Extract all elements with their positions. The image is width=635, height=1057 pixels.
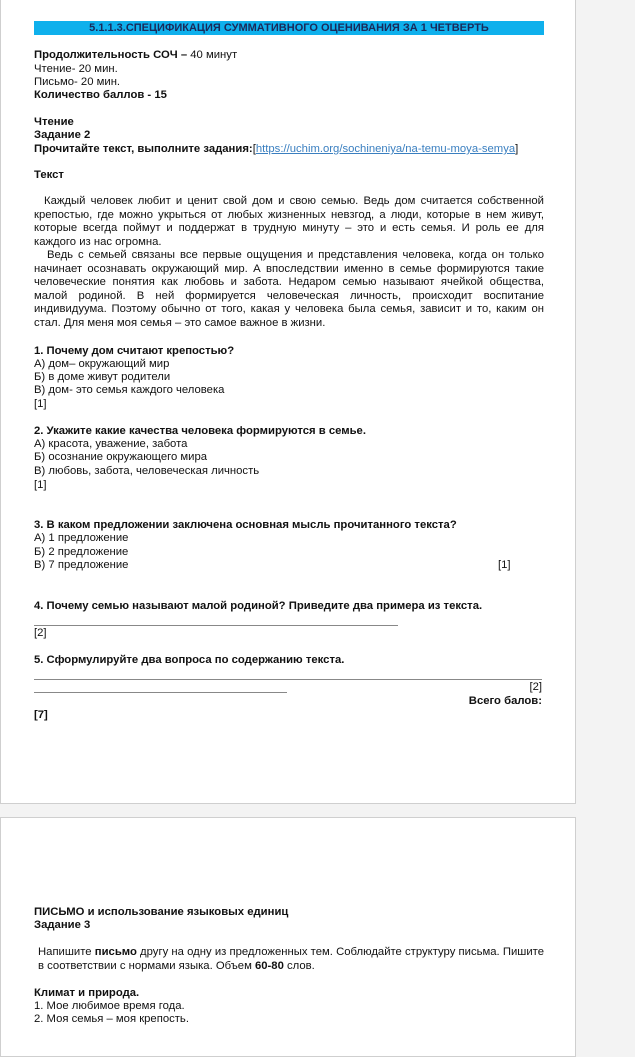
total-value: [7] xyxy=(34,709,48,721)
text: другу на одну из предложенных тем. Соблюдайте структуру письма. Пишите в соответствии с нормами языка. Объем xyxy=(38,946,544,972)
text-paragraph-1: Каждый человек любит и ценит свой дом и свою семью. Ведь дом считается собственной крепостью, где можно укрыться от любых жизненных невзгод, а люди, которые в нем живут, которые всегда поймут и поддержат в трудную минуту – это и есть семья. И роль ее для каждого из нас огромна. xyxy=(34,195,544,248)
task2-instruction xyxy=(34,143,518,156)
text: слов. xyxy=(283,959,315,972)
task3-instruction xyxy=(38,946,544,973)
topic-heading: Климат и природа. xyxy=(34,987,140,999)
section-reading: Чтение xyxy=(34,116,74,128)
writing-time: Письмо- 20 мин. xyxy=(34,76,121,88)
instruction-text: Прочитайте текст, выполните задания: xyxy=(34,143,253,155)
option: Б) 2 предложение xyxy=(34,546,129,558)
bracket: [ xyxy=(252,143,256,155)
task2-title: Задание 2 xyxy=(34,129,91,141)
question-4: 4. Почему семью называют малой родиной? Приведите два примера из текста. xyxy=(34,600,483,612)
duration-label: Продолжительность СОЧ – xyxy=(34,49,188,61)
option: А) дом– окружающий мир xyxy=(34,358,170,370)
total-label: Всего балов: xyxy=(468,695,542,707)
question-2: 2. Укажите какие качества человека формируются в семье. xyxy=(34,425,366,437)
question-1: 1. Почему дом считают крепостью? xyxy=(34,345,235,357)
answer-line[interactable] xyxy=(34,692,287,693)
text: 60-80 xyxy=(254,959,284,972)
question-3: 3. В каком предложении заключена основная мысль прочитанного текста? xyxy=(34,519,457,531)
duration-value: 40 минут xyxy=(187,49,238,61)
spec-header: 5.1.1.3.СПЕЦИФИКАЦИЯ СУММАТИВНОГО ОЦЕНИВАНИЯ ЗА 1 ЧЕТВЕРТЬ xyxy=(34,21,544,35)
section-writing: ПИСЬМО и использование языковых единиц xyxy=(34,906,289,918)
answer-line[interactable] xyxy=(34,625,398,626)
option: В) 7 предложение xyxy=(34,559,129,571)
option: А) красота, уважение, забота xyxy=(34,438,188,450)
text: Напишите xyxy=(38,946,95,958)
option: Б) в доме живут родители xyxy=(34,371,171,383)
score: [1] xyxy=(498,559,511,571)
score: [1] xyxy=(34,398,47,410)
option: В) любовь, забота, человеческая личность xyxy=(34,465,260,477)
option: А) 1 предложение xyxy=(34,532,129,544)
topic-1: 1. Мое любимое время года. xyxy=(34,1000,185,1012)
text-paragraph-2: Ведь с семьей связаны все первые ощущения и представления человека, когда он только начинает осознавать окружающий мир. А впоследствии именно в семье формируются такие человеческие понятия как любовь и забота. Недаром семью называют ячейкой общества, малой родиной. В ней формируется человеческая личность, происходит воспитание индивидуума. Поэтому обычно от того, какая у человека была семья, зависит и то, каким он стал. Для меня моя семья – это самое важное в жизни. xyxy=(34,249,544,329)
text: письмо xyxy=(94,946,137,958)
points-total: Количество баллов - 15 xyxy=(34,89,167,101)
duration xyxy=(34,49,237,62)
task3-title: Задание 3 xyxy=(34,919,91,931)
option: Б) осознание окружающего мира xyxy=(34,451,208,463)
answer-line[interactable] xyxy=(34,679,542,680)
option: В) дом- это семья каждого человека xyxy=(34,384,225,396)
topic-2: 2. Моя семья – моя крепость. xyxy=(34,1013,189,1025)
score: [2] xyxy=(34,627,47,639)
question-5: 5. Сформулируйте два вопроса по содержанию текста. xyxy=(34,654,345,666)
bracket: ] xyxy=(515,143,519,155)
reading-time: Чтение- 20 мин. xyxy=(34,63,118,75)
document-page-2 xyxy=(0,817,576,1057)
score: [1] xyxy=(34,479,47,491)
score: [2] xyxy=(529,681,542,693)
text-heading: Текст xyxy=(34,169,64,181)
source-link[interactable]: https://uchim.org/sochineniya/na-temu-moya-semya xyxy=(255,143,516,155)
